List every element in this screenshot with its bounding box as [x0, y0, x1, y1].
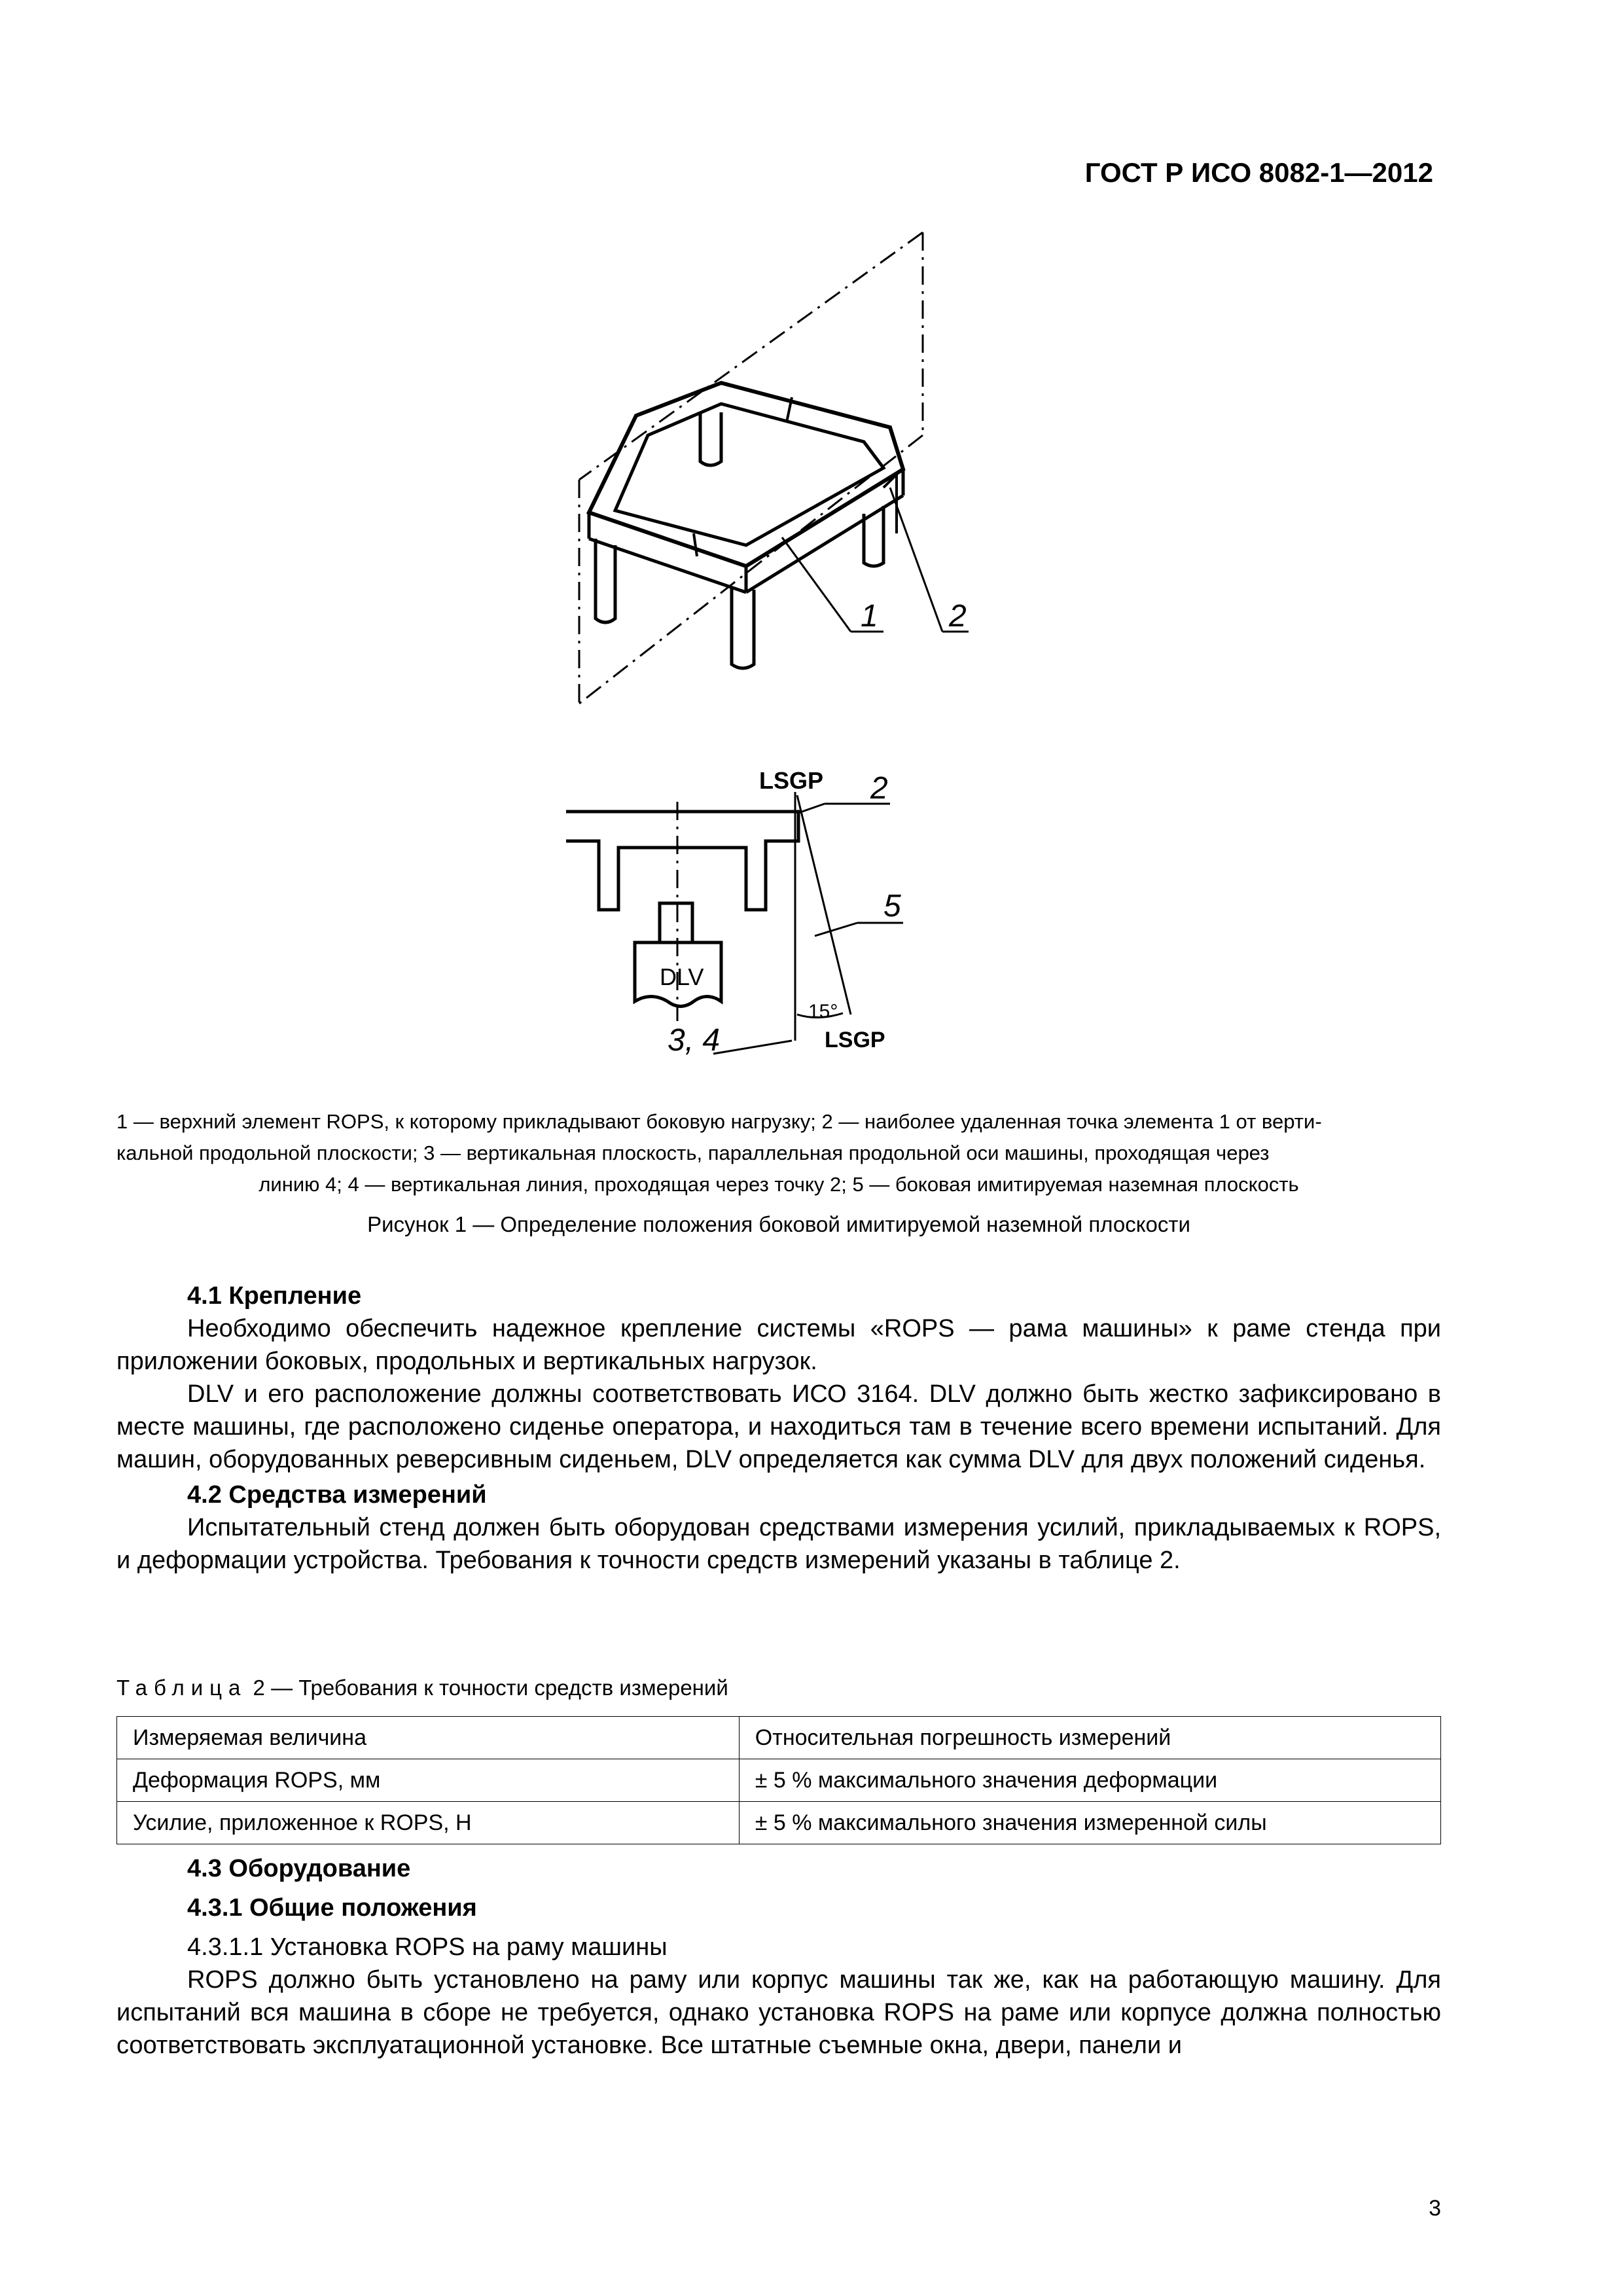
- table-title: [116, 1676, 728, 1700]
- dlv-label: DLV: [660, 963, 704, 990]
- figure-legend: [116, 1106, 1441, 1200]
- label-2: 2: [870, 771, 888, 806]
- callout-2: 2: [949, 599, 967, 634]
- lsgp-label-bottom: LSGP: [825, 1028, 885, 1052]
- section-4-1-para-1: Необходимо обеспечить надежное крепление системы «ROPS — рама машины» к раме стенда при приложении боковых, продольных и вертикальных нагрузок.: [116, 1315, 1441, 1375]
- rops-isometric-figure: [550, 226, 982, 710]
- page-number: 3: [1429, 2196, 1441, 2221]
- section-4-3: [116, 1852, 1441, 2062]
- figure-title: Рисунок 1 — Определение положения боковой имитируемой наземной плоскости: [367, 1212, 1190, 1236]
- table-header-cell: Относительная погрешность измерений: [739, 1717, 1440, 1759]
- table-title-text: 2 — Требования к точности средств измерений: [247, 1676, 728, 1700]
- section-4-1-title: 4.1 Крепление: [187, 1282, 362, 1310]
- label-5: 5: [883, 889, 901, 924]
- table-row: [117, 1802, 1441, 1844]
- section-4-1-para-2: DLV и его расположение должны соответствовать ИСО 3164. DLV должно быть жестко зафиксировано в месте машины, где расположено сиденье оператора, и находиться там в течение всего времени испытаний. Для машин, оборудованных реверсивным сиденьем, DLV определяется как сумма DLV для двух положений сиденья.: [116, 1380, 1441, 1473]
- side-view-figure: [550, 740, 916, 1093]
- section-4-1-4-2: [116, 1280, 1441, 1577]
- table-header-cell: Измеряемая величина: [117, 1717, 740, 1759]
- callout-1: 1: [861, 599, 878, 634]
- table-cell: Деформация ROPS, мм: [117, 1759, 740, 1802]
- legend-line-1: 1 — верхний элемент ROPS, к которому прикладывают боковую нагрузку; 2 — наиболее удаленная точка элемента 1 от верти-: [116, 1110, 1322, 1133]
- table-label: Таблица: [116, 1676, 247, 1700]
- section-4-2-para-1: Испытательный стенд должен быть оборудован средствами измерения усилий, прикладываемых к ROPS, и деформации устройства. Требования к точности средств измерений указаны в таблице 2.: [116, 1514, 1441, 1574]
- section-4-3-1-title: 4.3.1 Общие положения: [187, 1894, 477, 1922]
- table-cell: Усилие, приложенное к ROPS, Н: [117, 1802, 740, 1844]
- table-header-row: [117, 1717, 1441, 1759]
- lsgp-label-top: LSGP: [759, 767, 824, 794]
- table-cell: ± 5 % максимального значения измеренной силы: [739, 1802, 1440, 1844]
- section-4-3-1-1-para: ROPS должно быть установлено на раму или корпус машины так же, как на работающую машину. Для испытаний вся машина в сборе не требуется, однако установка ROPS на раме или корпусе должна полностью соответствовать эксплуатационной установке. Все штатные съемные окна, двери, панели и: [116, 1966, 1441, 2059]
- document-code: ГОСТ Р ИСО 8082-1—2012: [1084, 157, 1433, 188]
- accuracy-table: [116, 1716, 1441, 1844]
- table-cell: ± 5 % максимального значения деформации: [739, 1759, 1440, 1802]
- label-3-4: 3, 4: [668, 1023, 721, 1058]
- section-4-3-1-1-title: 4.3.1.1 Установка ROPS на раму машины: [187, 1933, 668, 1961]
- section-4-2-title: 4.2 Средства измерений: [187, 1481, 487, 1509]
- section-4-3-title: 4.3 Оборудование: [187, 1855, 411, 1882]
- angle-label: 15°: [808, 1001, 838, 1022]
- legend-line-2: кальной продольной плоскости; 3 — вертикальная плоскость, параллельная продольной оси машины, проходящая через: [116, 1141, 1270, 1164]
- legend-line-3: линию 4; 4 — вертикальная линия, проходящая через точку 2; 5 — боковая имитируемая наземная плоскость: [259, 1173, 1299, 1196]
- table-row: [117, 1759, 1441, 1802]
